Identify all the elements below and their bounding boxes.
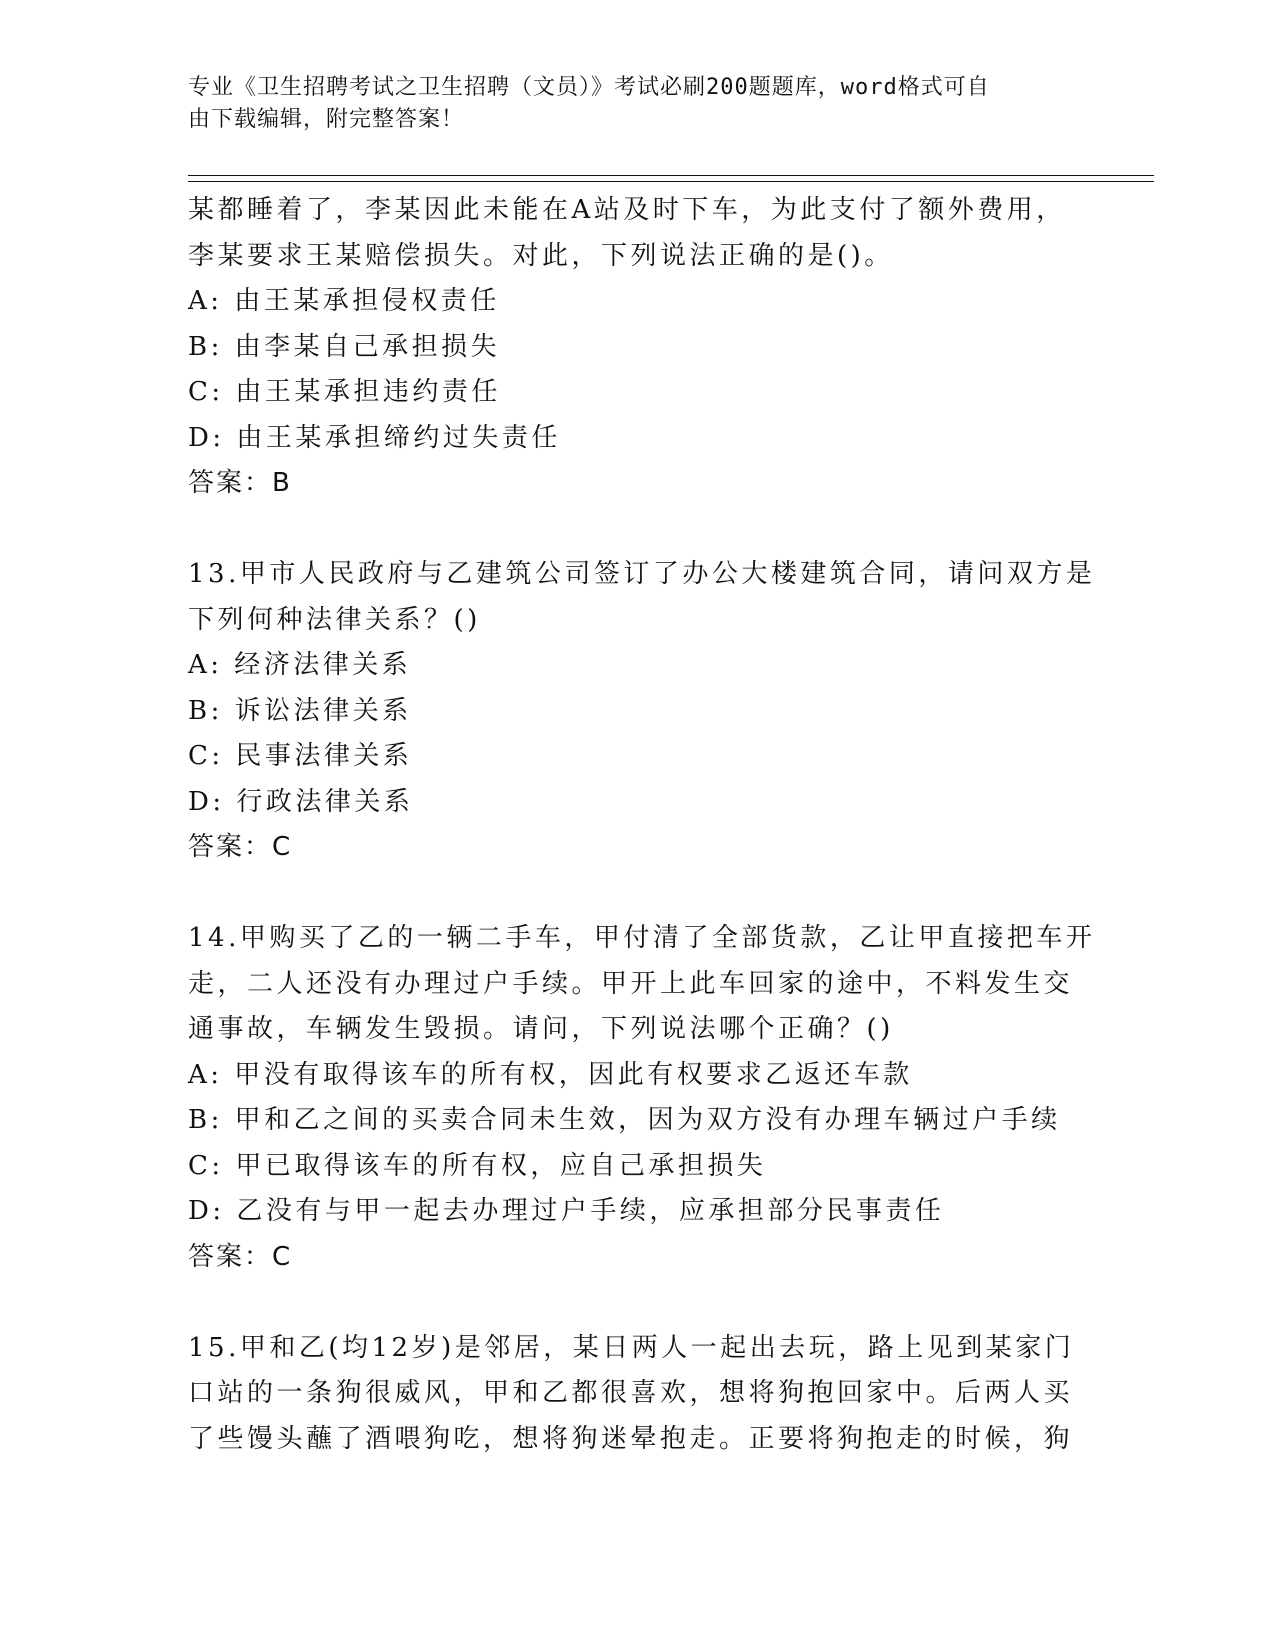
spacer [188, 507, 1088, 553]
header-line-2: 由下载编辑，附完整答案！ [188, 107, 465, 132]
option-d: D: 由王某承担缔约过失责任 [188, 422, 561, 453]
option-a: A: 由王某承担侵权责任 [188, 286, 500, 316]
option-b: B: 甲和乙之间的买卖合同未生效，因为双方没有办理车辆过户手续 [188, 1105, 1061, 1135]
question-stem-line: 某都睡着了，李某因此未能在A站及时下车，为此支付了额外费用， [188, 195, 1066, 225]
option-b: B: 由李某自己承担损失 [188, 331, 501, 362]
question-stem-line: 李某要求王某赔偿损失。对此，下列说法正确的是()。 [188, 240, 894, 271]
question-stem-line: 15.甲和乙(均12岁)是邻居，某日两人一起出去玩，路上见到某家门 [188, 1332, 1075, 1363]
question-14 [188, 916, 1096, 1280]
question-stem-line: 13.甲市人民政府与乙建筑公司签订了办公大楼建筑合同，请问双方是 [188, 559, 1096, 589]
question-stem-line: 走，二人还没有办理过户手续。甲开上此车回家的途中，不料发生交 [188, 968, 1074, 999]
question-stem-line: 口站的一条狗很威风，甲和乙都很喜欢，想将狗抱回家中。后两人买 [188, 1378, 1074, 1408]
question-content [188, 188, 1096, 1462]
option-c: C: 甲已取得该车的所有权，应自己承担损失 [188, 1150, 767, 1181]
header-divider-top [188, 175, 1154, 176]
answer-label: 答案：C [188, 832, 293, 862]
question-stem-line: 了些馒头蘸了酒喂狗吃，想将狗迷晕抱走。正要将狗抱走的时候，狗 [188, 1423, 1074, 1454]
option-d: D: 乙没有与甲一起去办理过户手续，应承担部分民事责任 [188, 1196, 945, 1226]
question-stem-line: 通事故，车辆发生毁损。请问，下列说法哪个正确？() [188, 1014, 894, 1044]
question-13 [188, 552, 1096, 871]
answer-label: 答案：B [188, 468, 292, 498]
answer-label: 答案：C [188, 1241, 293, 1272]
option-a: A: 经济法律关系 [188, 650, 412, 680]
spacer [188, 1280, 1088, 1326]
question-stem-line: 14.甲购买了乙的一辆二手车，甲付清了全部货款，乙让甲直接把车开 [188, 923, 1096, 953]
spacer [188, 871, 1088, 917]
header-divider-bottom [188, 181, 1154, 182]
question-12 [188, 188, 1088, 507]
option-b: B: 诉讼法律关系 [188, 695, 412, 726]
question-15 [188, 1326, 1088, 1463]
header-line-1: 专业《卫生招聘考试之卫生招聘（文员）》考试必刷200题题库，word格式可自 [188, 75, 990, 100]
document-header [188, 72, 1068, 136]
option-a: A: 甲没有取得该车的所有权，因此有权要求乙返还车款 [188, 1059, 913, 1090]
option-c: C: 民事法律关系 [188, 741, 413, 771]
question-stem-line: 下列何种法律关系？() [188, 604, 481, 635]
option-d: D: 行政法律关系 [188, 786, 414, 817]
option-c: C: 由王某承担违约责任 [188, 377, 501, 407]
